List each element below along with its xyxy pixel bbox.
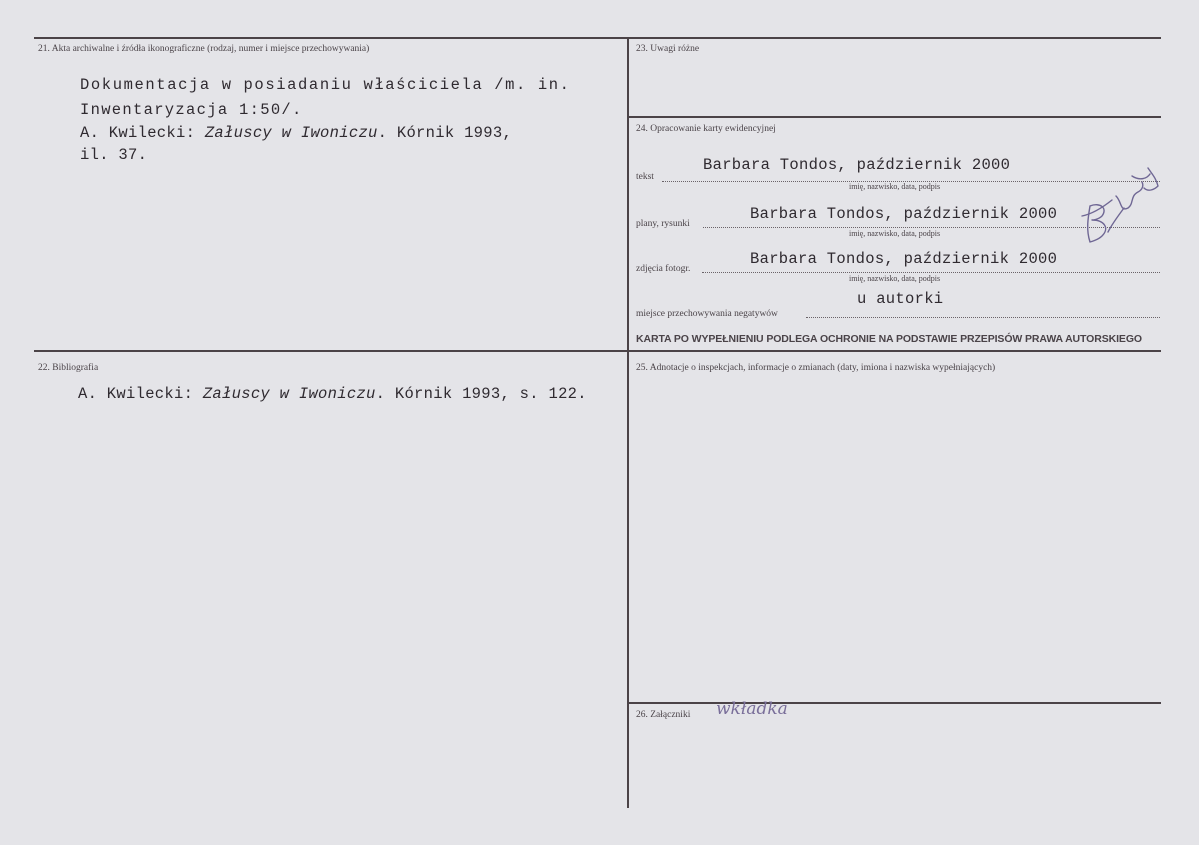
top-border [34,37,1161,39]
tekst-value: Barbara Tondos, październik 2000 [703,156,1011,174]
sec22-author: A. Kwilecki: [78,385,203,403]
copyright-notice: KARTA PO WYPEŁNIENIU PODLEGA OCHRONIE NA PODSTAWIE PRZEPISÓW PRAWA AUTORSKIEGO [636,333,1142,345]
tekst-label: tekst [636,172,654,182]
sec22-label: 22. Bibliografia [38,363,99,373]
sec21-line2: Inwentaryzacja 1:50/. [80,101,303,119]
sec21-line3 [80,124,512,142]
miejsce-label: miejsce przechowywania negatywów [636,309,778,319]
tekst-caption: imię, nazwisko, data, podpis [849,182,941,191]
zdjecia-value: Barbara Tondos, październik 2000 [750,250,1058,268]
plany-label: plany, rysunki [636,219,690,229]
miejsce-value: u autorki [857,290,944,308]
sec22-rest: . Kórnik 1993, s. 122. [375,385,587,403]
sec21-rest: . Kórnik 1993, [377,124,513,142]
sec21-line1: Dokumentacja w posiadaniu właściciela /m. in. [80,76,571,94]
sec26-handwritten-value: wkładka [716,699,788,719]
sec26-divider [628,702,1161,704]
plany-caption: imię, nazwisko, data, podpis [849,229,941,238]
sec23-divider [628,116,1161,118]
sec23-label: 23. Uwagi różne [636,44,700,54]
zdjecia-dotted-line [702,272,1160,273]
sec24-label: 24. Opracowanie karty ewidencyjnej [636,124,776,134]
column-divider [627,37,629,808]
sec21-title: Załuscy w Iwoniczu [204,124,378,142]
sec22-text [78,385,587,403]
miejsce-dotted-line [806,317,1160,318]
middle-divider [34,350,1161,352]
zdjecia-label: zdjęcia fotogr. [636,264,691,274]
sec22-title: Załuscy w Iwoniczu [202,385,376,403]
sec21-author: A. Kwilecki: [80,124,205,142]
sec21-label: 21. Akta archiwalne i źródła ikonograficzne (rodzaj, numer i miejsce przechowywania) [38,44,370,54]
plany-value: Barbara Tondos, październik 2000 [750,205,1058,223]
sec21-line4: il. 37. [80,146,148,164]
zdjecia-caption: imię, nazwisko, data, podpis [849,274,941,283]
sec25-label: 25. Adnotacje o inspekcjach, informacje o zmianach (daty, imiona i nazwiska wypełniających) [636,363,996,373]
sec26-label: 26. Załączniki [636,710,691,720]
signature-image [1072,156,1168,252]
